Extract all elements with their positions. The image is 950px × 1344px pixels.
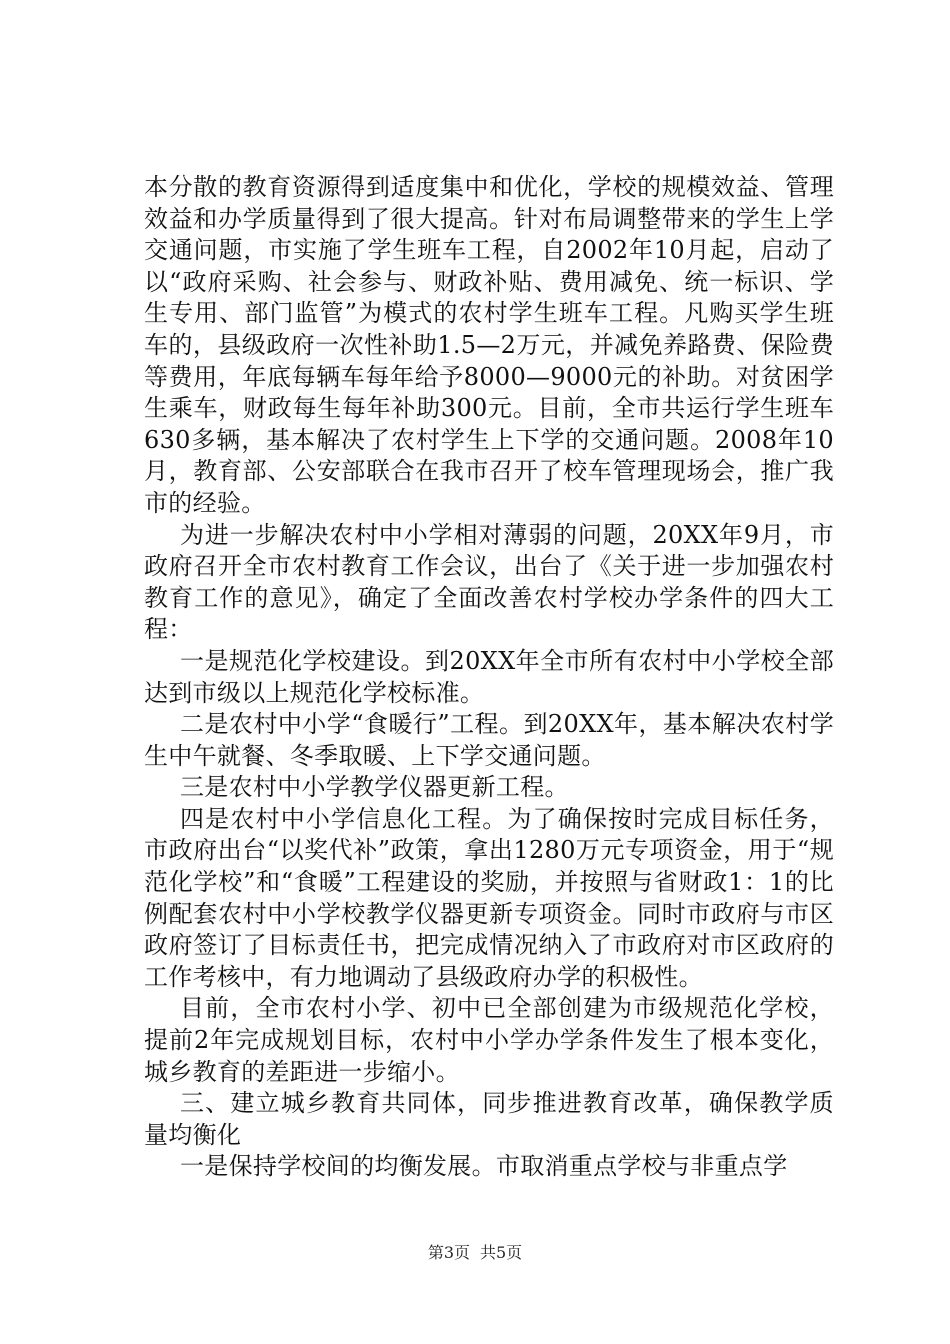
paragraph-continuation: 本分散的教育资源得到适度集中和优化，学校的规模效益、管理效益和办学质量得到了很大提高。针对布局调整带来的学生上学交通问题，市实施了学生班车工程，自2002年10月起，启动了以“政府采购、社会参与、财政补贴、费用减免、统一标识、学生专用、部门监管”为模式的农村学生班车工程。凡购买学生班车的，县级政府一次性补助1.5—2万元，并减免养路费、保险费等费用，年底每辆车每年给予8000—9000元的补助。对贫困学生乘车，财政每生每年补助300元。目前，全市共运行学生班车630多辆，基本解决了农村学生上下学的交通问题。2008年10月，教育部、公安部联合在我市召开了校车管理现场会，推广我市的经验。 (144, 173, 834, 517)
page-number-total: 共5页 (480, 1243, 523, 1262)
document-body (144, 172, 834, 1183)
paragraph-current-status: 目前，全市农村小学、初中已全部创建为市级规范化学校，提前2年完成规划目标，农村中小学办学条件发生了根本变化，城乡教育的差距进一步缩小。 (144, 994, 834, 1086)
paragraph-project-one: 一是规范化学校建设。到20XX年全市所有农村中小学校全部达到市级以上规范化学校标准。 (144, 646, 834, 707)
page-footer (0, 1243, 950, 1263)
paragraph-project-three: 三是农村中小学教学仪器更新工程。 (180, 773, 569, 802)
paragraph-rural-weak-schools: 为进一步解决农村中小学相对薄弱的问题，20XX年9月，市政府召开全市农村教育工作会议，出台了《关于进一步加强农村教育工作的意见》，确定了全面改善农村学校办学条件的四大工程： (144, 520, 834, 644)
page-number-current: 第3页 (427, 1243, 470, 1262)
paragraph-balanced-development: 一是保持学校间的均衡发展。市取消重点学校与非重点学 (180, 1152, 788, 1181)
paragraph-project-two: 二是农村中小学“食暖行”工程。到20XX年，基本解决农村学生中午就餐、冬季取暖、上下学交通问题。 (144, 710, 834, 770)
section-heading-three: 三、建立城乡教育共同体，同步推进教育改革，确保教学质量均衡化 (144, 1089, 834, 1149)
paragraph-project-four: 四是农村中小学信息化工程。为了确保按时完成目标任务，市政府出台“以奖代补”政策，拿出1280万元专项资金，用于“规范化学校”和“食暖”工程建设的奖励，并按照与省财政1：1的比例配套农村中小学校教学仪器更新专项资金。同时市政府与市区政府签订了目标责任书，把完成情况纳入了市政府对市区政府的工作考核中，有力地调动了县级政府办学的积极性。 (144, 804, 834, 991)
